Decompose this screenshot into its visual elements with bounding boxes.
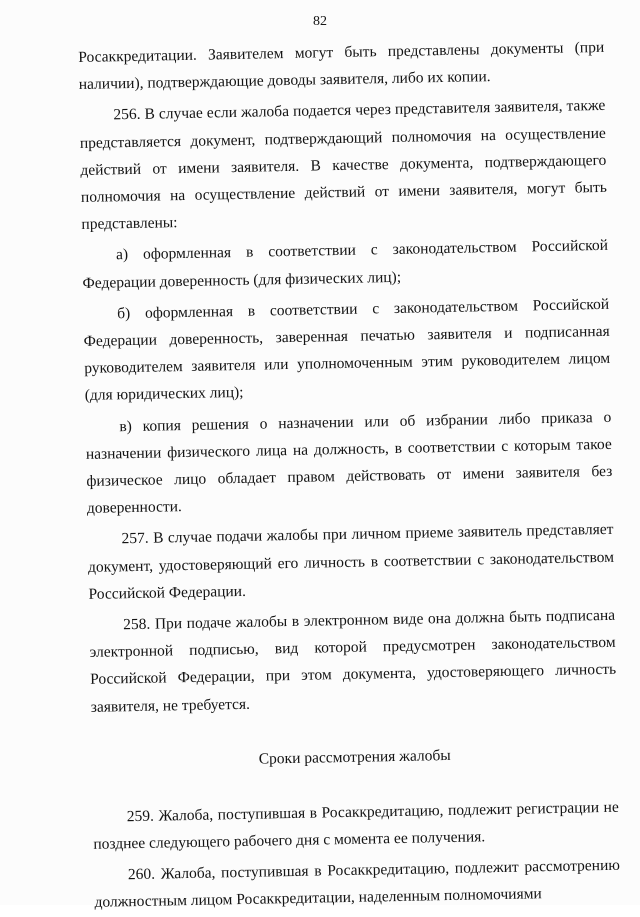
- paragraph-260: 260. Жалоба, поступившая в Росаккредитацию, подлежит рассмотрению должностным лицом Росаккредитации, наделенным полномочиями: [94, 857, 621, 912]
- paragraph-256-a: а) оформленная в соответствии с законодательством Российской Федерации доверенность (для физических лиц);: [82, 237, 609, 292]
- paragraph-259: 259. Жалоба, поступившая в Росаккредитацию, подлежит регистрации не позднее следующего рабочего дня с момента ее получения.: [93, 798, 619, 853]
- paragraph-continued: Росаккредитации. Заявителем могут быть представлены документы (при наличии), подтверждающие доводы заявителя, либо их копии.: [78, 38, 605, 94]
- paragraph-256: 256. В случае если жалоба подается через представителя заявителя, также представляется документ, подтверждающий полномочия на осуществление действий от имени заявителя. В качестве документа, подтверждающего полномочия на осуществление действий от имени заявителя, могут быть представлены:: [79, 97, 608, 234]
- section-heading: Сроки рассмотрения жалобы: [258, 746, 451, 768]
- paragraph-257: 257. В случае подачи жалобы при личном приеме заявитель представляет документ, удостоверяющий его личность в соответствии с законодательством Российской Федерации.: [87, 521, 615, 603]
- paragraph-256-v: в) копия решения о назначении или об избрании либо приказа о назначении физического лица на должность, в соответствии с которым такое физическое лицо обладает правом действовать от имени заявителя без доверенности.: [85, 408, 613, 518]
- paragraph-256-b: б) оформленная в соответствии с законодательством Российской Федерации доверенность, заверенная печатью заявителя и подписанная руководителем заявителя или уполномоченным этим руководителем лицом (для юридических лиц);: [83, 295, 611, 405]
- document-body: [78, 34, 621, 917]
- page-number: 82: [313, 14, 327, 29]
- paragraph-258: 258. При подаче жалобы в электронном виде она должна быть подписана электронной подписью, вид которой предусмотрен законодательством Российской Федерации, при этом документа, удостоверяющего личность заявителя, не требуется.: [89, 606, 617, 716]
